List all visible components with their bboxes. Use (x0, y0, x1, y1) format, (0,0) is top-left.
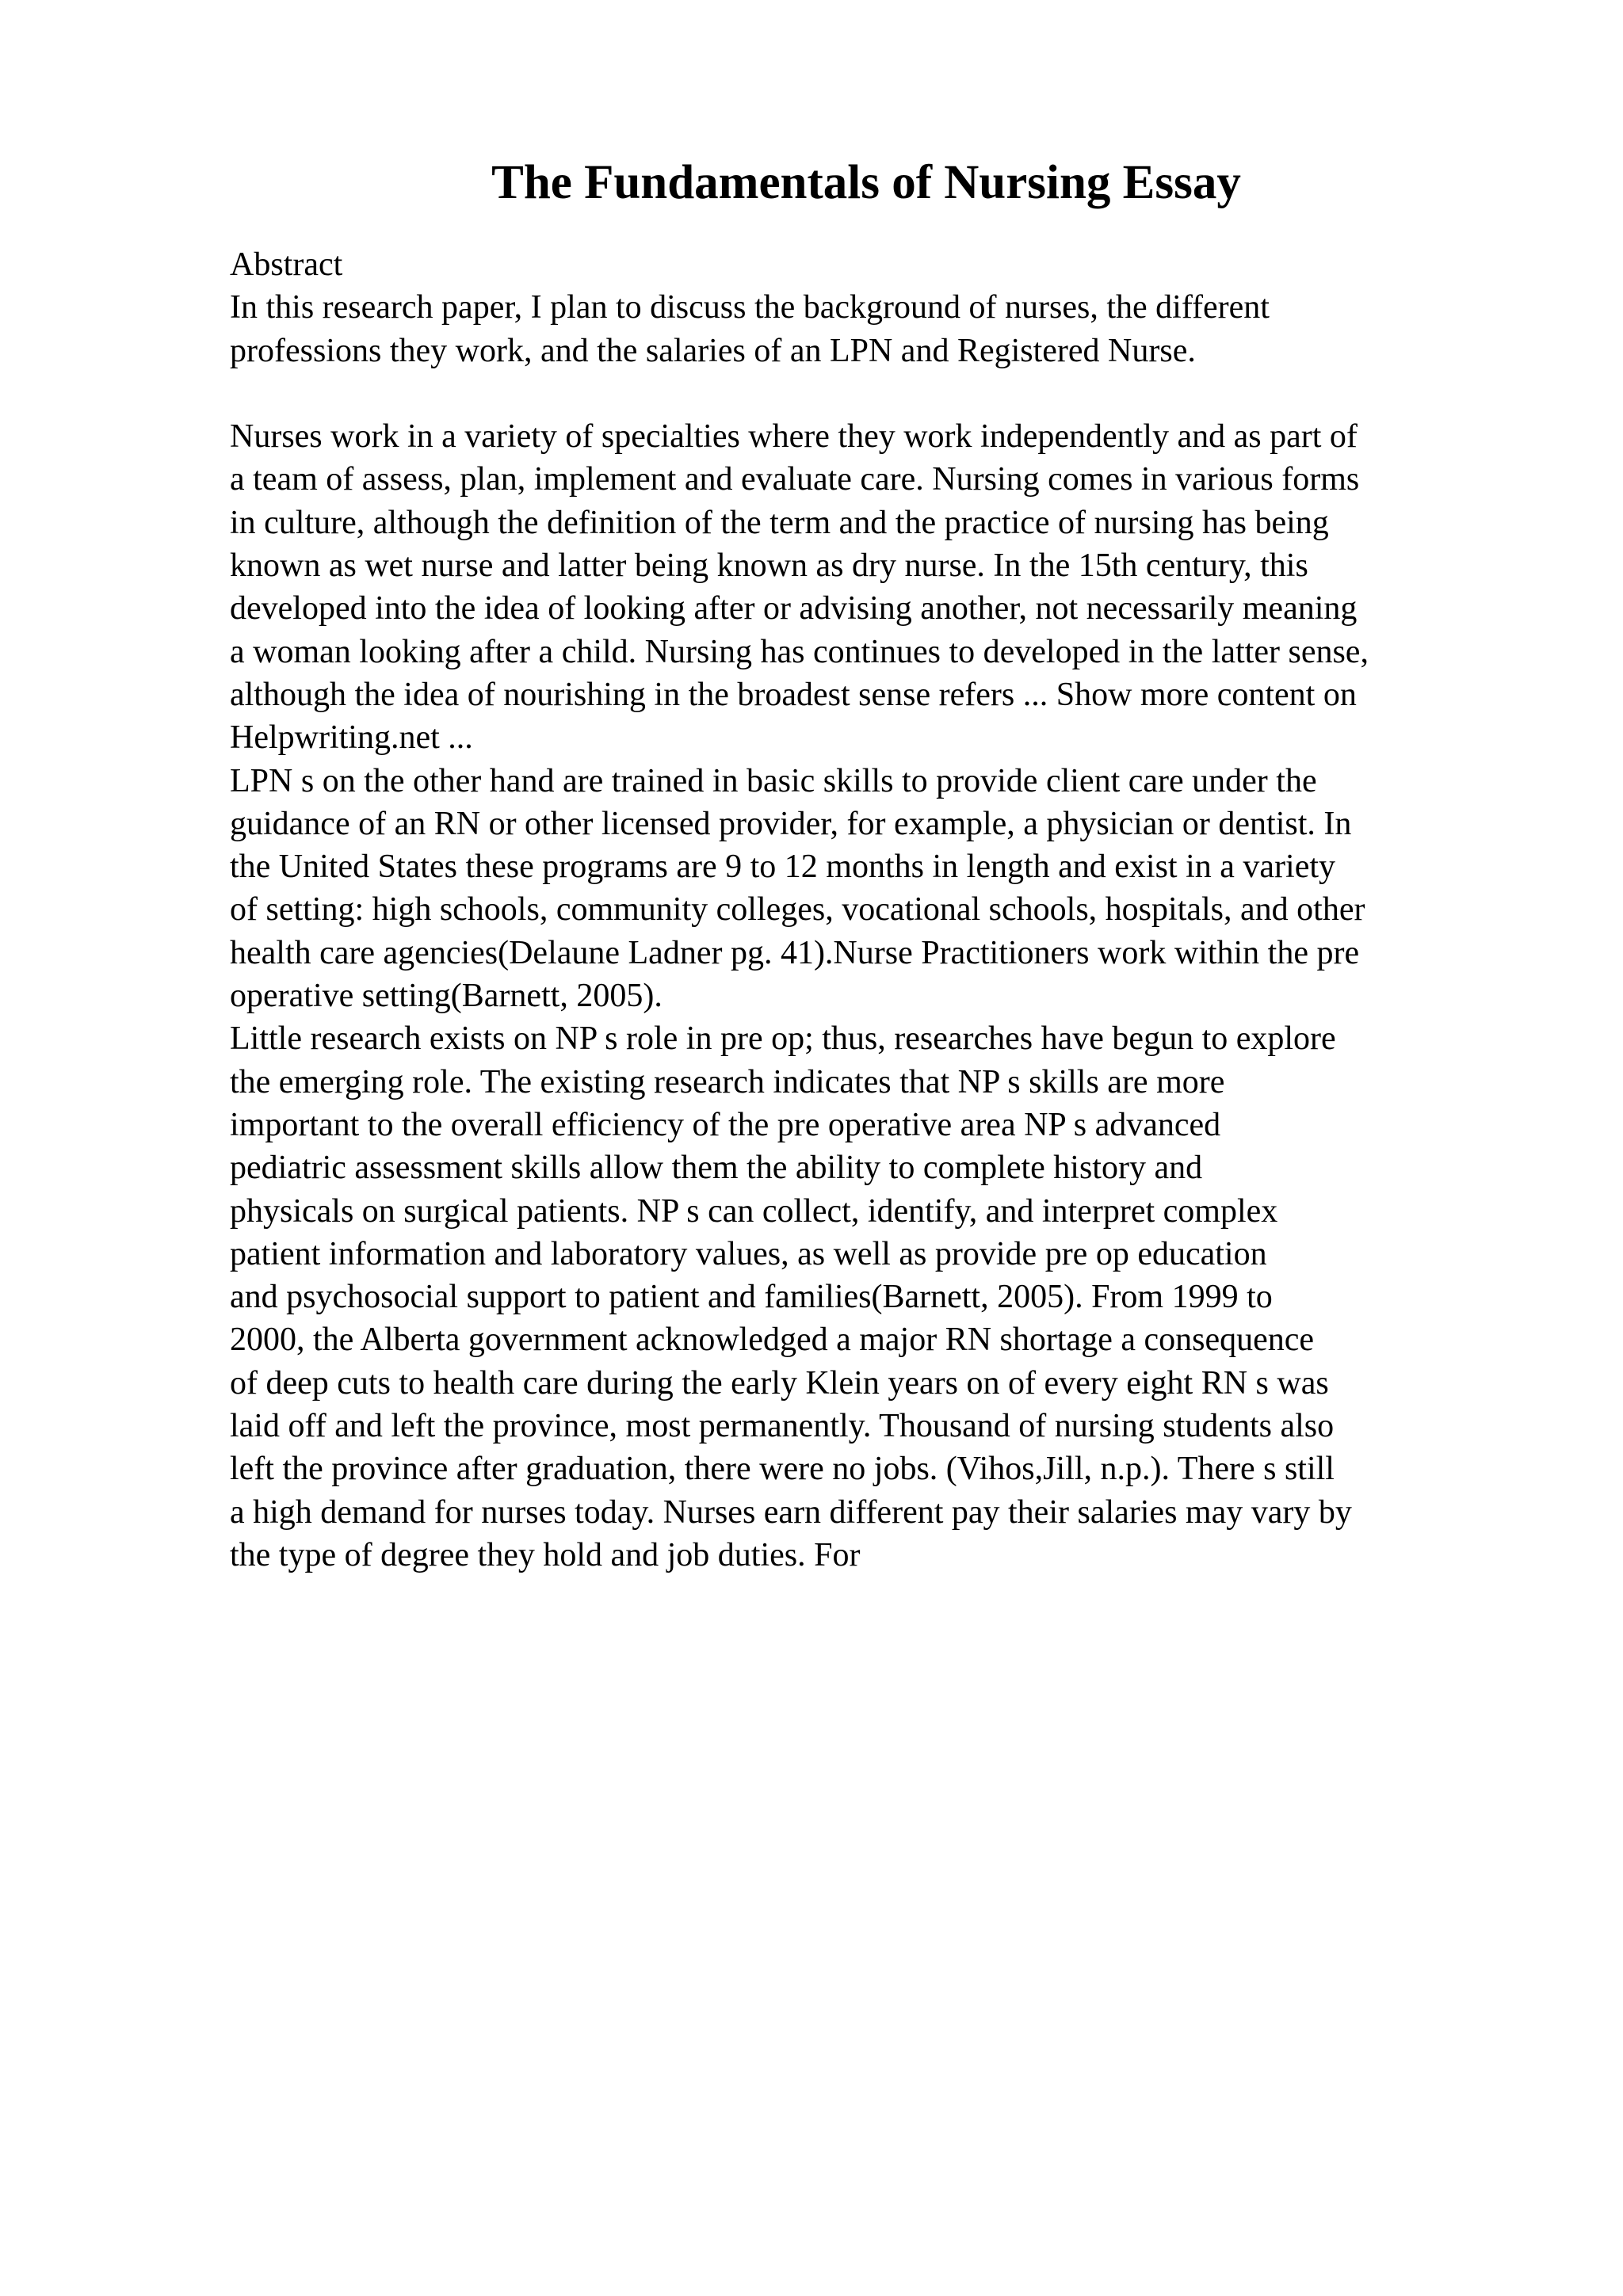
body-text-line: Nurses work in a variety of specialties where they work independently and as part of (230, 418, 1358, 456)
body-text-line: in culture, although the definition of the term and the practice of nursing has being (230, 504, 1329, 541)
body-text-line: and psychosocial support to patient and families(Barnett, 2005). From 1999 to (230, 1279, 1273, 1316)
body-text-line: pediatric assessment skills allow them the ability to complete history and (230, 1150, 1203, 1187)
body-text-line: the emerging role. The existing research indicates that NP s skills are more (230, 1063, 1225, 1100)
body-text-line: although the idea of nourishing in the broadest sense refers ... Show more content on (230, 676, 1357, 713)
body-text-line: health care agencies(Delaune Ladner pg. 41).Nurse Practitioners work within the pre (230, 934, 1360, 971)
body-text-line: patient information and laboratory values, as well as provide pre op education (230, 1235, 1267, 1272)
document-title: The Fundamentals of Nursing Essay (491, 156, 1241, 209)
body-text-line: a woman looking after a child. Nursing has continues to developed in the latter sense, (230, 633, 1369, 670)
document-body (230, 243, 1593, 1577)
body-text-line: the type of degree they hold and job duties. For (230, 1536, 861, 1573)
body-text-line: a high demand for nurses today. Nurses earn different pay their salaries may vary by (230, 1493, 1352, 1531)
body-text-line: operative setting(Barnett, 2005). (230, 978, 663, 1015)
body-text-line: of deep cuts to health care during the early Klein years on of every eight RN s was (230, 1364, 1329, 1402)
body-text-line: Little research exists on NP s role in pre op; thus, researches have begun to explore (230, 1020, 1336, 1058)
paragraph-break (230, 372, 1593, 415)
body-text-line: LPN s on the other hand are trained in basic skills to provide client care under the (230, 762, 1317, 799)
body-text-line: known as wet nurse and latter being known as dry nurse. In the 15th century, this (230, 547, 1308, 585)
body-text-line: 2000, the Alberta government acknowledged a major RN shortage a consequence (230, 1322, 1315, 1359)
body-text-line: laid off and left the province, most permanently. Thousand of nursing students also (230, 1408, 1335, 1445)
body-text-line: physicals on surgical patients. NP s can collect, identify, and interpret complex (230, 1192, 1278, 1230)
body-text-line: important to the overall efficiency of the pre operative area NP s advanced (230, 1106, 1221, 1143)
body-text-line: In this research paper, I plan to discuss the background of nurses, the different (230, 289, 1270, 326)
body-text-line: a team of assess, plan, implement and evaluate care. Nursing comes in various forms (230, 461, 1360, 498)
body-text-line: developed into the idea of looking after or advising another, not necessarily meaning (230, 590, 1358, 627)
body-text-line: guidance of an RN or other licensed provider, for example, a physician or dentist. In (230, 805, 1352, 842)
body-text-line: left the province after graduation, there were no jobs. (Vihos,Jill, n.p.). There s still (230, 1451, 1335, 1488)
body-text-line: Abstract (230, 246, 343, 283)
body-text-line: professions they work, and the salaries of an LPN and Registered Nurse. (230, 332, 1196, 369)
body-text-line: of setting: high schools, community colleges, vocational schools, hospitals, and other (230, 891, 1365, 929)
body-text-line: Helpwriting.net ... (230, 719, 473, 757)
body-text-line: the United States these programs are 9 to 12 months in length and exist in a variety (230, 849, 1336, 886)
